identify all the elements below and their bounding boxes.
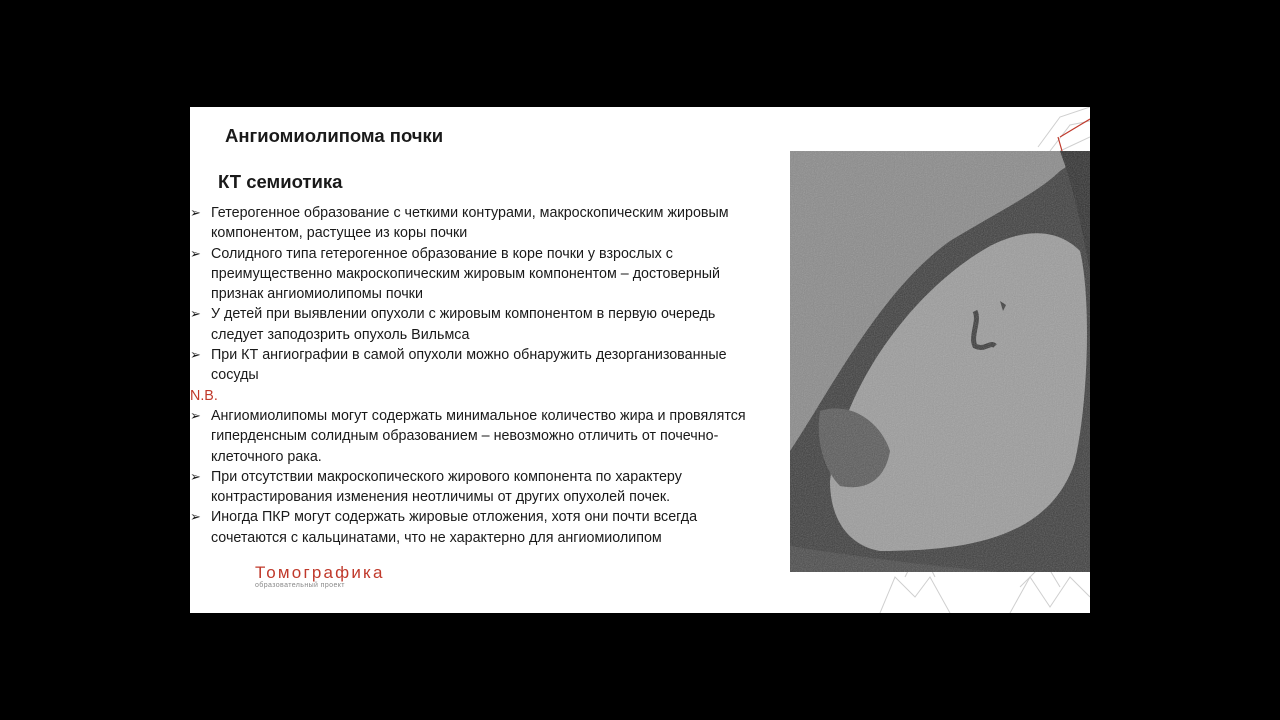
bullet-line: признак ангиомиолипомы почки [211,286,423,303]
nb-label: N.B. [190,387,218,404]
list-item [190,406,800,467]
arrow-bullet-icon: ➢ [190,306,201,322]
list-item [190,304,800,345]
logo [255,563,385,589]
list-item [190,507,800,548]
arrow-bullet-icon: ➢ [190,407,201,423]
bullet-line: компонентом, растущее из коры почки [211,225,468,242]
ct-scan-image [790,151,1090,572]
bullet-line: У детей при выявлении опухоли с жировым компонентом в первую очередь [211,306,716,323]
list-item [190,203,800,244]
bullet-list [190,203,800,548]
bullet-line: следует заподозрить опухоль Вильмса [211,326,470,343]
list-item [190,244,800,305]
bullet-line: контрастирования изменения неотличимы от других опухолей почек. [211,489,671,506]
bullet-line: Ангиомиолипомы могут содержать минимальное количество жира и провялятся [211,407,746,424]
logo-name: Томографика [255,563,385,582]
arrow-bullet-icon: ➢ [190,347,201,363]
bullet-line: Солидного типа гетерогенное образование в коре почки у взрослых с [211,245,673,262]
arrow-bullet-icon: ➢ [190,245,201,261]
bullet-line: сосуды [211,367,259,384]
presentation-slide [190,107,1090,613]
arrow-bullet-icon: ➢ [190,205,201,220]
bullet-line: При КТ ангиографии в самой опухоли можно обнаружить дезорганизованные [211,347,727,364]
bullet-line: преимущественно макроскопическим жировым компонентом – достоверный [211,265,720,282]
bullet-line: Иногда ПКР могут содержать жировые отложения, хотя они почти всегда [211,509,698,526]
bullet-line: клеточного рака. [211,448,322,465]
bullet-line: сочетаются с кальцинатами, что не характерно для ангиомиолипом [211,529,662,546]
bullet-line: Гетерогенное образование с четкими контурами, макроскопическим жировым [211,205,729,221]
slide-title: Ангиомиолипома почки [225,125,444,146]
bullet-line: При отсутствии макроскопического жирового компонента по характеру [211,468,682,485]
list-item [190,345,800,386]
list-item [190,467,800,508]
bullet-line: гиперденсным солидным образованием – невозможно отличить от почечно- [211,428,719,445]
slide-subtitle: КТ семиотика [218,171,343,192]
arrow-bullet-icon: ➢ [190,468,201,484]
arrow-bullet-icon: ➢ [190,509,201,525]
logo-subtitle: образовательный проект [255,582,345,589]
